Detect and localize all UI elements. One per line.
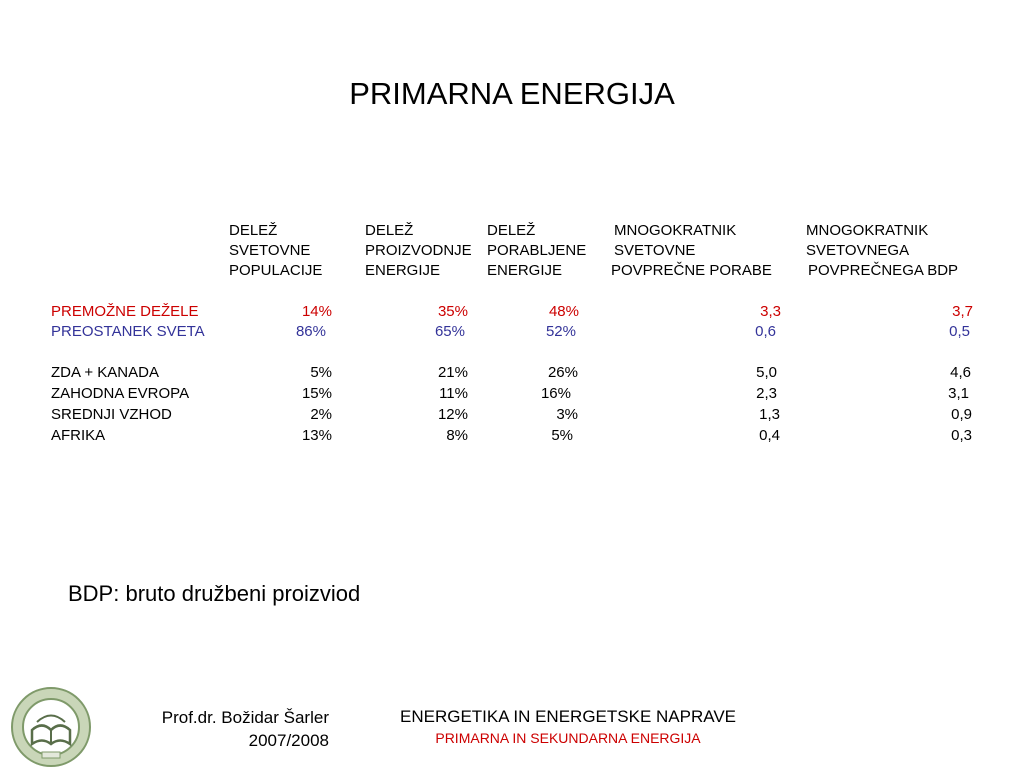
cell-consumption: 16%	[540, 385, 571, 402]
header-line: PROIZVODNJE	[365, 242, 472, 259]
header-gdp-multiple	[806, 221, 958, 281]
table-row	[0, 302, 1024, 322]
table-row	[0, 363, 1024, 383]
author-block	[162, 706, 329, 752]
header-consumption-share	[487, 221, 586, 281]
table-row	[0, 405, 1024, 425]
cell-population: 5%	[310, 364, 332, 381]
cell-gdp-multiple: 0,3	[951, 427, 972, 444]
header-production-share	[365, 221, 472, 281]
table-row	[0, 322, 1024, 342]
cell-consumption-multiple: 0,4	[759, 427, 780, 444]
header-line: MNOGOKRATNIK	[806, 222, 929, 239]
header-line: ENERGIJE	[487, 262, 563, 279]
cell-consumption-multiple: 2,3	[756, 385, 777, 402]
cell-consumption: 52%	[545, 323, 576, 340]
row-label: ZDA + KANADA	[51, 364, 159, 381]
cell-gdp-multiple: 0,9	[951, 406, 972, 423]
header-line: SVETOVNE	[614, 242, 696, 259]
cell-population: 14%	[301, 303, 332, 320]
header-line: ENERGIJE	[365, 262, 441, 279]
cell-population: 86%	[295, 323, 326, 340]
header-line: MNOGOKRATNIK	[614, 222, 737, 239]
cell-population: 15%	[301, 385, 332, 402]
cell-consumption-multiple: 1,3	[759, 406, 780, 423]
cell-consumption: 26%	[547, 364, 578, 381]
row-label: AFRIKA	[51, 427, 106, 444]
row-label: SREDNJI VZHOD	[51, 406, 172, 423]
row-label: ZAHODNA EVROPA	[51, 385, 190, 402]
author-name: Prof.dr. Božidar Šarler	[161, 708, 329, 727]
header-line: DELEŽ	[229, 222, 278, 239]
cell-production: 8%	[446, 427, 468, 444]
row-label: PREMOŽNE DEŽELE	[51, 303, 199, 320]
cell-population: 2%	[310, 406, 332, 423]
slide-title: PRIMARNA ENERGIJA	[349, 76, 675, 111]
header-line: SVETOVNEGA	[806, 242, 910, 259]
header-population-share	[229, 221, 322, 281]
cell-gdp-multiple: 3,7	[952, 303, 973, 320]
cell-consumption-multiple: 5,0	[756, 364, 777, 381]
cell-consumption: 3%	[556, 406, 578, 423]
cell-production: 12%	[437, 406, 468, 423]
university-seal-icon	[10, 686, 92, 768]
course-block	[368, 706, 768, 748]
header-line: POVPREČNEGA BDP	[808, 262, 959, 279]
table-row	[0, 384, 1024, 404]
cell-population: 13%	[301, 427, 332, 444]
cell-production: 21%	[437, 364, 468, 381]
cell-production: 35%	[437, 303, 468, 320]
header-line: POPULACIJE	[229, 262, 323, 279]
academic-year: 2007/2008	[248, 731, 329, 750]
course-subtitle: PRIMARNA IN SEKUNDARNA ENERGIJA	[435, 730, 701, 746]
cell-gdp-multiple: 3,1	[948, 385, 969, 402]
cell-consumption-multiple: 0,6	[755, 323, 776, 340]
cell-gdp-multiple: 0,5	[949, 323, 970, 340]
header-line: DELEŽ	[365, 222, 414, 239]
course-title: ENERGETIKA IN ENERGETSKE NAPRAVE	[400, 707, 736, 726]
header-consumption-multiple	[611, 221, 772, 281]
header-line: PORABLJENE	[487, 242, 587, 259]
cell-gdp-multiple: 4,6	[950, 364, 971, 381]
cell-consumption-multiple: 3,3	[760, 303, 781, 320]
header-line: SVETOVNE	[229, 242, 311, 259]
gdp-footnote: BDP: bruto družbeni proizviod	[68, 581, 361, 606]
table-row	[0, 426, 1024, 446]
cell-consumption: 48%	[548, 303, 579, 320]
header-line: DELEŽ	[487, 222, 536, 239]
cell-consumption: 5%	[551, 427, 573, 444]
cell-production: 65%	[434, 323, 465, 340]
cell-production: 11%	[439, 385, 468, 402]
header-line: POVPREČNE PORABE	[611, 262, 772, 279]
row-label: PREOSTANEK SVETA	[51, 323, 205, 340]
